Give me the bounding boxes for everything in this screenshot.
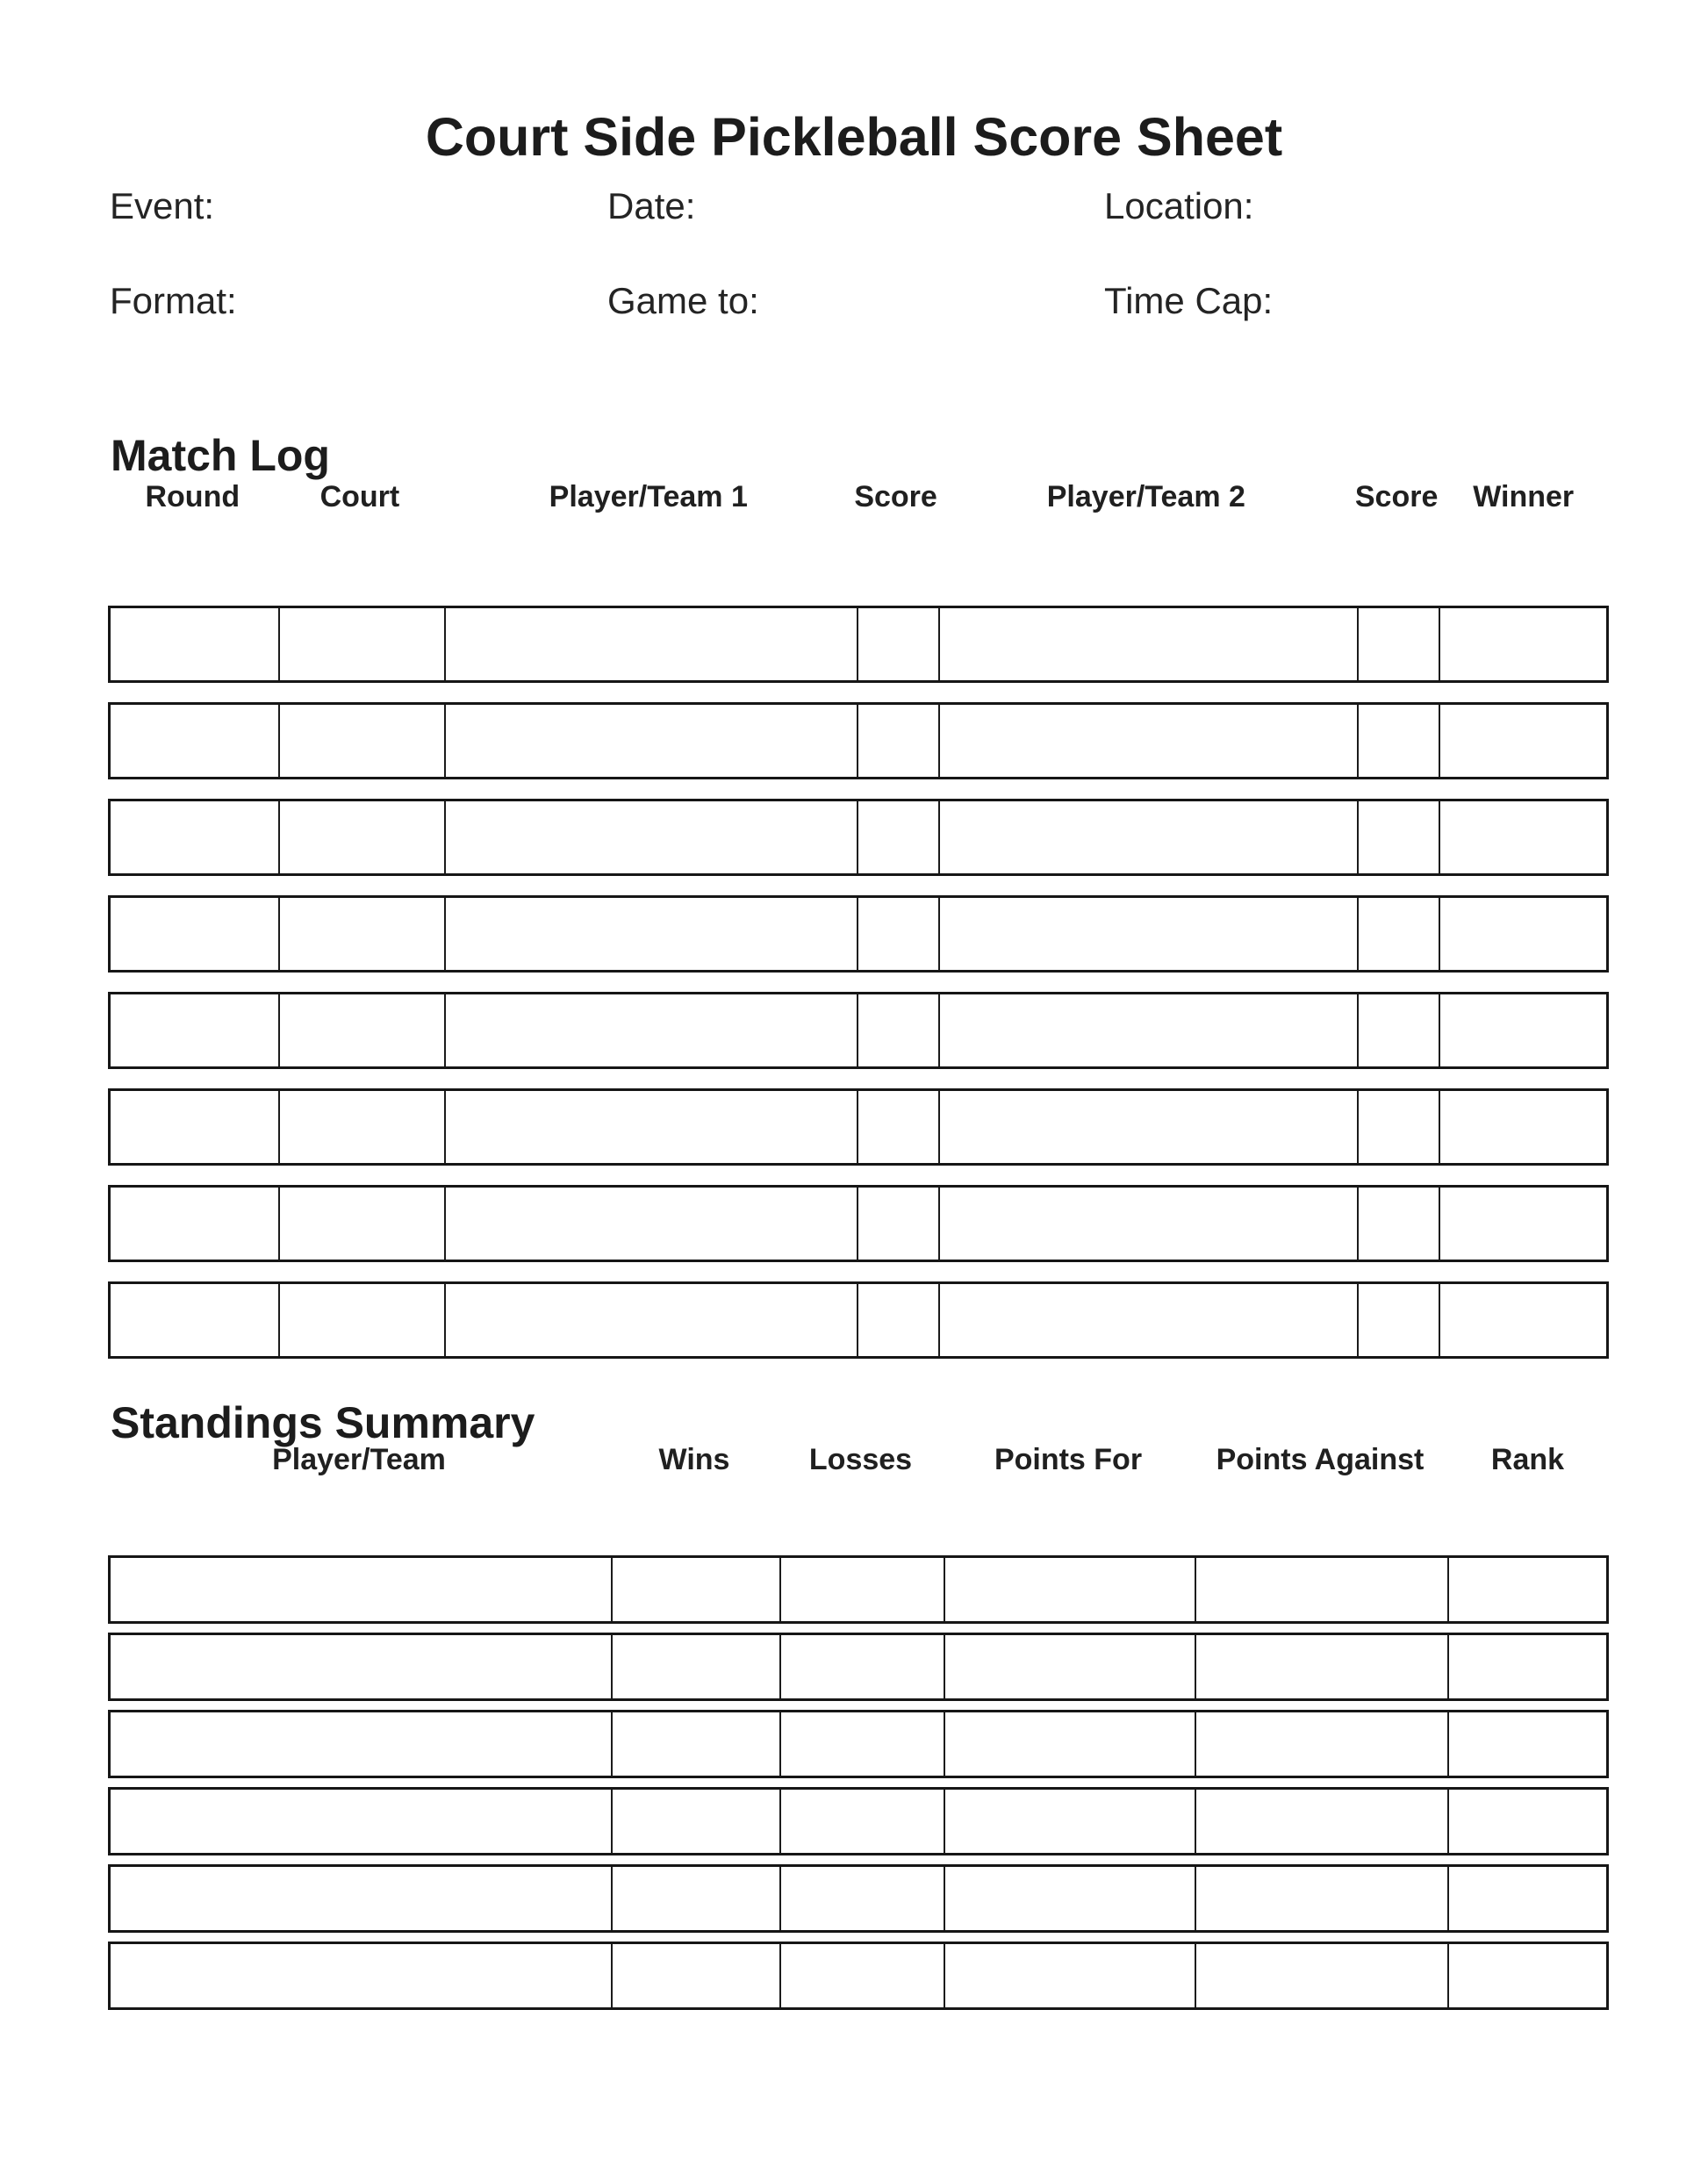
match-log-score-2-cell[interactable] <box>1359 1091 1440 1163</box>
match-log-player-team-1-cell[interactable] <box>446 608 858 680</box>
standings-losses-cell[interactable] <box>781 1712 945 1776</box>
match-log-court-cell[interactable] <box>280 801 446 873</box>
match-log-header-court: Court <box>319 480 400 513</box>
match-log-score-2-cell[interactable] <box>1359 1188 1440 1260</box>
match-log-player-team-1-cell[interactable] <box>446 898 858 970</box>
match-log-round-cell[interactable] <box>111 608 280 680</box>
standings-header-row <box>108 1445 1609 1475</box>
standings-player-team-cell[interactable] <box>111 1712 613 1776</box>
match-log-player-team-1-cell[interactable] <box>446 994 858 1066</box>
standings-row <box>108 1942 1609 2010</box>
match-log-score-1-cell[interactable] <box>858 705 940 777</box>
date-label: Date: <box>607 185 696 226</box>
match-log-winner-cell[interactable] <box>1440 608 1606 680</box>
location-label: Location: <box>1104 185 1254 226</box>
match-log-score-1-cell[interactable] <box>858 898 940 970</box>
standings-wins-cell[interactable] <box>613 1635 781 1698</box>
match-log-player-team-1-cell[interactable] <box>446 705 858 777</box>
standings-points-for-cell[interactable] <box>945 1944 1196 2007</box>
match-log-score-1-cell[interactable] <box>858 1188 940 1260</box>
game-to-label: Game to: <box>607 280 759 321</box>
standings-row <box>108 1787 1609 1855</box>
match-log-score-2-cell[interactable] <box>1359 1284 1440 1356</box>
match-log-score-2-cell[interactable] <box>1359 705 1440 777</box>
standings-header-wins: Wins <box>658 1443 730 1476</box>
match-log-player-team-1-cell[interactable] <box>446 1091 858 1163</box>
standings-losses-cell[interactable] <box>781 1867 945 1930</box>
match-log-heading: Match Log <box>111 431 330 480</box>
match-log-table <box>108 606 1609 1378</box>
match-log-header-player-team-1: Player/Team 1 <box>549 480 748 513</box>
standings-header-points-against: Points Against <box>1216 1443 1425 1476</box>
match-log-round-cell[interactable] <box>111 705 280 777</box>
standings-losses-cell[interactable] <box>781 1790 945 1853</box>
match-log-player-team-2-cell[interactable] <box>940 1188 1359 1260</box>
match-log-row <box>108 1185 1609 1262</box>
page-title: Court Side Pickleball Score Sheet <box>425 107 1283 167</box>
match-log-score-2-cell[interactable] <box>1359 608 1440 680</box>
time-cap-label: Time Cap: <box>1104 280 1274 321</box>
match-log-score-1-cell[interactable] <box>858 801 940 873</box>
match-log-round-cell[interactable] <box>111 1188 280 1260</box>
match-log-winner-cell[interactable] <box>1440 898 1606 970</box>
match-log-score-2-cell[interactable] <box>1359 994 1440 1066</box>
match-log-row <box>108 702 1609 779</box>
match-log-player-team-2-cell[interactable] <box>940 1091 1359 1163</box>
standings-rank-cell[interactable] <box>1449 1558 1606 1621</box>
standings-points-for-cell[interactable] <box>945 1712 1196 1776</box>
standings-heading: Standings Summary <box>111 1398 535 1447</box>
match-log-row <box>108 799 1609 876</box>
match-log-winner-cell[interactable] <box>1440 994 1606 1066</box>
standings-rank-cell[interactable] <box>1449 1867 1606 1930</box>
match-log-court-cell[interactable] <box>280 994 446 1066</box>
match-log-player-team-1-cell[interactable] <box>446 1284 858 1356</box>
standings-wins-cell[interactable] <box>613 1790 781 1853</box>
match-log-player-team-2-cell[interactable] <box>940 801 1359 873</box>
match-log-winner-cell[interactable] <box>1440 1284 1606 1356</box>
match-log-header-player-team-2: Player/Team 2 <box>1046 480 1245 513</box>
standings-row <box>108 1555 1609 1624</box>
match-log-winner-cell[interactable] <box>1440 705 1606 777</box>
match-log-court-cell[interactable] <box>280 1284 446 1356</box>
standings-wins-cell[interactable] <box>613 1558 781 1621</box>
standings-points-for-cell[interactable] <box>945 1558 1196 1621</box>
standings-points-for-cell[interactable] <box>945 1867 1196 1930</box>
match-log-court-cell[interactable] <box>280 705 446 777</box>
match-log-header-round: Round <box>145 480 240 513</box>
match-log-row <box>108 1088 1609 1166</box>
standings-player-team-cell[interactable] <box>111 1558 613 1621</box>
match-log-score-1-cell[interactable] <box>858 1284 940 1356</box>
match-log-player-team-2-cell[interactable] <box>940 898 1359 970</box>
standings-player-team-cell[interactable] <box>111 1944 613 2007</box>
match-log-winner-cell[interactable] <box>1440 1091 1606 1163</box>
match-log-court-cell[interactable] <box>280 608 446 680</box>
standings-rank-cell[interactable] <box>1449 1635 1606 1698</box>
match-log-court-cell[interactable] <box>280 1091 446 1163</box>
standings-player-team-cell[interactable] <box>111 1867 613 1930</box>
event-label: Event: <box>110 185 215 226</box>
standings-points-against-cell[interactable] <box>1196 1635 1449 1698</box>
match-log-row <box>108 992 1609 1069</box>
match-log-round-cell[interactable] <box>111 1284 280 1356</box>
standings-row <box>108 1864 1609 1933</box>
standings-rank-cell[interactable] <box>1449 1712 1606 1776</box>
standings-points-for-cell[interactable] <box>945 1635 1196 1698</box>
match-log-winner-cell[interactable] <box>1440 801 1606 873</box>
match-log-score-2-cell[interactable] <box>1359 801 1440 873</box>
standings-wins-cell[interactable] <box>613 1712 781 1776</box>
match-log-player-team-2-cell[interactable] <box>940 705 1359 777</box>
standings-player-team-cell[interactable] <box>111 1635 613 1698</box>
match-log-round-cell[interactable] <box>111 1091 280 1163</box>
standings-points-against-cell[interactable] <box>1196 1867 1449 1930</box>
match-log-player-team-1-cell[interactable] <box>446 1188 858 1260</box>
standings-points-against-cell[interactable] <box>1196 1944 1449 2007</box>
match-log-round-cell[interactable] <box>111 801 280 873</box>
standings-wins-cell[interactable] <box>613 1867 781 1930</box>
match-log-player-team-2-cell[interactable] <box>940 994 1359 1066</box>
match-log-score-1-cell[interactable] <box>858 994 940 1066</box>
match-log-header-score-2: Score <box>1354 480 1439 513</box>
standings-header-points-for: Points For <box>994 1443 1143 1476</box>
match-log-player-team-2-cell[interactable] <box>940 1284 1359 1356</box>
match-log-header-score-1: Score <box>854 480 937 513</box>
match-log-row <box>108 1281 1609 1359</box>
match-log-player-team-2-cell[interactable] <box>940 608 1359 680</box>
match-log-court-cell[interactable] <box>280 898 446 970</box>
match-log-header-winner: Winner <box>1473 480 1575 513</box>
standings-wins-cell[interactable] <box>613 1944 781 2007</box>
standings-points-against-cell[interactable] <box>1196 1558 1449 1621</box>
standings-points-against-cell[interactable] <box>1196 1712 1449 1776</box>
format-label: Format: <box>110 280 237 321</box>
standings-losses-cell[interactable] <box>781 1558 945 1621</box>
standings-header-rank: Rank <box>1490 1443 1565 1476</box>
standings-row <box>108 1633 1609 1701</box>
match-log-round-cell[interactable] <box>111 898 280 970</box>
match-log-score-1-cell[interactable] <box>858 608 940 680</box>
standings-points-for-cell[interactable] <box>945 1790 1196 1853</box>
match-log-winner-cell[interactable] <box>1440 1188 1606 1260</box>
match-log-score-1-cell[interactable] <box>858 1091 940 1163</box>
match-log-row <box>108 606 1609 683</box>
standings-rank-cell[interactable] <box>1449 1944 1606 2007</box>
standings-losses-cell[interactable] <box>781 1635 945 1698</box>
match-log-player-team-1-cell[interactable] <box>446 801 858 873</box>
match-log-score-2-cell[interactable] <box>1359 898 1440 970</box>
match-log-round-cell[interactable] <box>111 994 280 1066</box>
standings-table <box>108 1555 1609 2019</box>
match-log-row <box>108 895 1609 973</box>
standings-header-player-team: Player/Team <box>272 1443 446 1476</box>
standings-player-team-cell[interactable] <box>111 1790 613 1853</box>
match-log-header-row <box>108 482 1609 512</box>
standings-points-against-cell[interactable] <box>1196 1790 1449 1853</box>
standings-rank-cell[interactable] <box>1449 1790 1606 1853</box>
standings-losses-cell[interactable] <box>781 1944 945 2007</box>
match-log-court-cell[interactable] <box>280 1188 446 1260</box>
standings-header-losses: Losses <box>808 1443 913 1476</box>
standings-row <box>108 1710 1609 1778</box>
